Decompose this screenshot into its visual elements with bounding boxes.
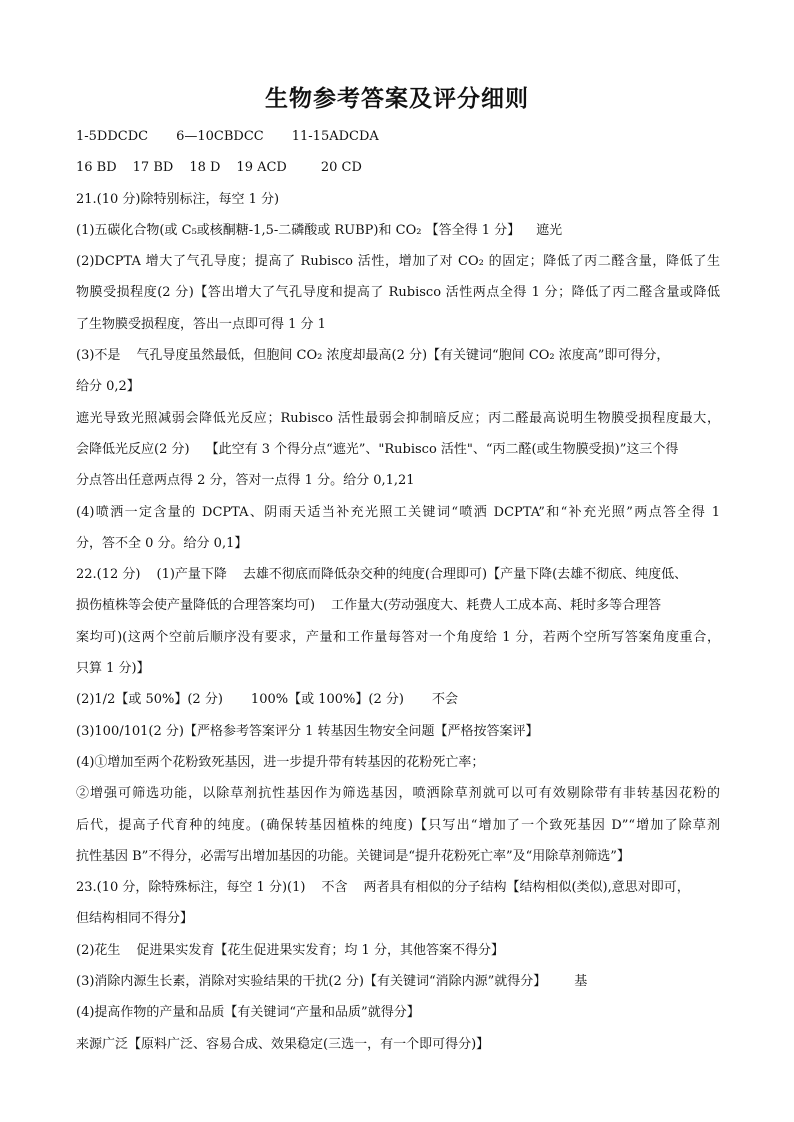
choice-answer: 18 D	[189, 160, 221, 176]
choice-answer: 17 BD	[132, 160, 174, 176]
q22-part1-line2: 损伤植株等会使产量降低的合理答案均可) 工作量大(劳动强度大、耗费人工成本高、耗时多等合理答	[76, 598, 662, 614]
choice-answer: 20 CD	[320, 160, 362, 176]
q21-part4-line1: (4)喷洒一定含量的 DCPTA、阴雨天适当补充光照工关键词“喷洒 DCPTA”和“补充光照”两点答全得 1	[76, 504, 720, 520]
choice-answers-row-2	[76, 152, 720, 183]
choice-answer: 6—10CBDCC	[176, 129, 264, 144]
choice-answers-row-1	[76, 121, 720, 152]
answer-content	[76, 121, 720, 1060]
q23-heading: 23.(10 分，除特殊标注，每空 1 分)(1) 不含 两者具有相似的分子结构【结构相似(类似),意思对即可，	[76, 880, 690, 896]
q21-part3-line3: 遮光导致光照减弱会降低光反应；Rubisco 活性最弱会抑制暗反应；丙二醛最高说明生物膜受损程度最大，	[76, 410, 720, 426]
q22-part4-line1: (4)①增加至两个花粉致死基因，进一步提升带有转基因的花粉死亡率；	[76, 754, 485, 770]
q22-part1-line4: 只算 1 分)】	[76, 661, 150, 677]
page-title: 生物参考答案及评分细则	[265, 86, 529, 112]
q21-part2-line2: 物膜受损程度(2 分)【答出增大了气孔导度和提高了 Rubisco 活性两点全得 1 分；降低了丙二醛含量或降低	[76, 285, 720, 301]
choice-answer: 16 BD	[76, 160, 117, 176]
q21-part2-line3: 了生物膜受损程度，答出一点即可得 1 分 1	[76, 316, 326, 332]
q22-part4-line4: 抗性基因 B”不得分，必需写出增加基因的功能。关键词是“提升花粉死亡率”及“用除草剂筛选”】	[76, 848, 630, 864]
q21-heading: 21.(10 分)除特别标注，每空 1 分)	[76, 191, 280, 207]
q22-part1-line3: 案均可)(这两个空前后顺序没有要求，产量和工作量每答对一个角度给 1 分，若两个空所写答案角度重合，	[76, 629, 720, 645]
q21-part2-line1: (2)DCPTA 增大了气孔导度；提高了 Rubisco 活性，增加了对 CO₂ 的固定；降低了丙二醛含量，降低了生	[76, 254, 720, 270]
q21-part3-line5: 分点答出任意两点得 2 分，答对一点得 1 分。给分 0,1,21	[76, 473, 415, 489]
q22-part2: (2)1/2【或 50%】(2 分) 100%【或 100%】(2 分) 不会	[76, 692, 458, 708]
choice-answer: 11-15ADCDA	[291, 129, 379, 144]
q21-part3-line2: 给分 0,2】	[76, 379, 140, 395]
q23-part4-line1: (4)提高作物的产量和品质【有关键词“产量和品质”就得分】	[76, 1005, 420, 1021]
q22-part3: (3)100/101(2 分)【严格参考答案评分 1 转基因生物安全问题【严格按答案评】	[76, 723, 539, 739]
q21-part4-line2: 分，答不全 0 分。给分 0,1】	[76, 535, 248, 551]
q23-part1-line2: 但结构相同不得分】	[76, 911, 194, 927]
q21-part3-line4: 会降低光反应(2 分) 【此空有 3 个得分点“遮光”、"Rubisco 活性"、“丙二醛(或生物膜受损)”这三个得	[76, 441, 679, 457]
q21-part1: (1)五碳化合物(或 C₅或核酮糖-1,5-二磷酸或 RUBP)和 CO₂ 【答全得 1 分】 遮光	[76, 222, 563, 238]
q23-part4-line2: 来源广泛【原料广泛、容易合成、效果稳定(三选一，有一个即可得分)】	[76, 1036, 490, 1052]
q23-part3: (3)消除内源生长素，消除对实验结果的干扰(2 分)【有关键词“消除内源”就得分】 基	[76, 974, 588, 990]
q22-heading: 22.(12 分) (1)产量下降 去雄不彻底而降低杂交种的纯度(合理即可)【产量下降(去雄不彻底、纯度低、	[76, 567, 688, 583]
q23-part2: (2)花生 促进果实发育【花生促进果实发育；均 1 分，其他答案不得分】	[76, 942, 504, 958]
q22-part4-line3: 后代，提高子代育种的纯度。(确保转基因植株的纯度)【只写出“增加了一个致死基因 D”“增加了除草剂	[76, 817, 720, 833]
q22-part4-line2: ②增强可筛选功能，以除草剂抗性基因作为筛选基因，喷洒除草剂就可以可有效剔除带有非转基因花粉的	[76, 786, 720, 802]
q21-part3-line1: (3)不是 气孔导度虽然最低，但胞间 CO₂ 浓度却最高(2 分)【有关键词“胞间 CO₂ 浓度高”即可得分，	[76, 348, 670, 364]
choice-answer: 1-5DDCDC	[76, 129, 149, 144]
choice-answer: 19 ACD	[236, 160, 287, 176]
